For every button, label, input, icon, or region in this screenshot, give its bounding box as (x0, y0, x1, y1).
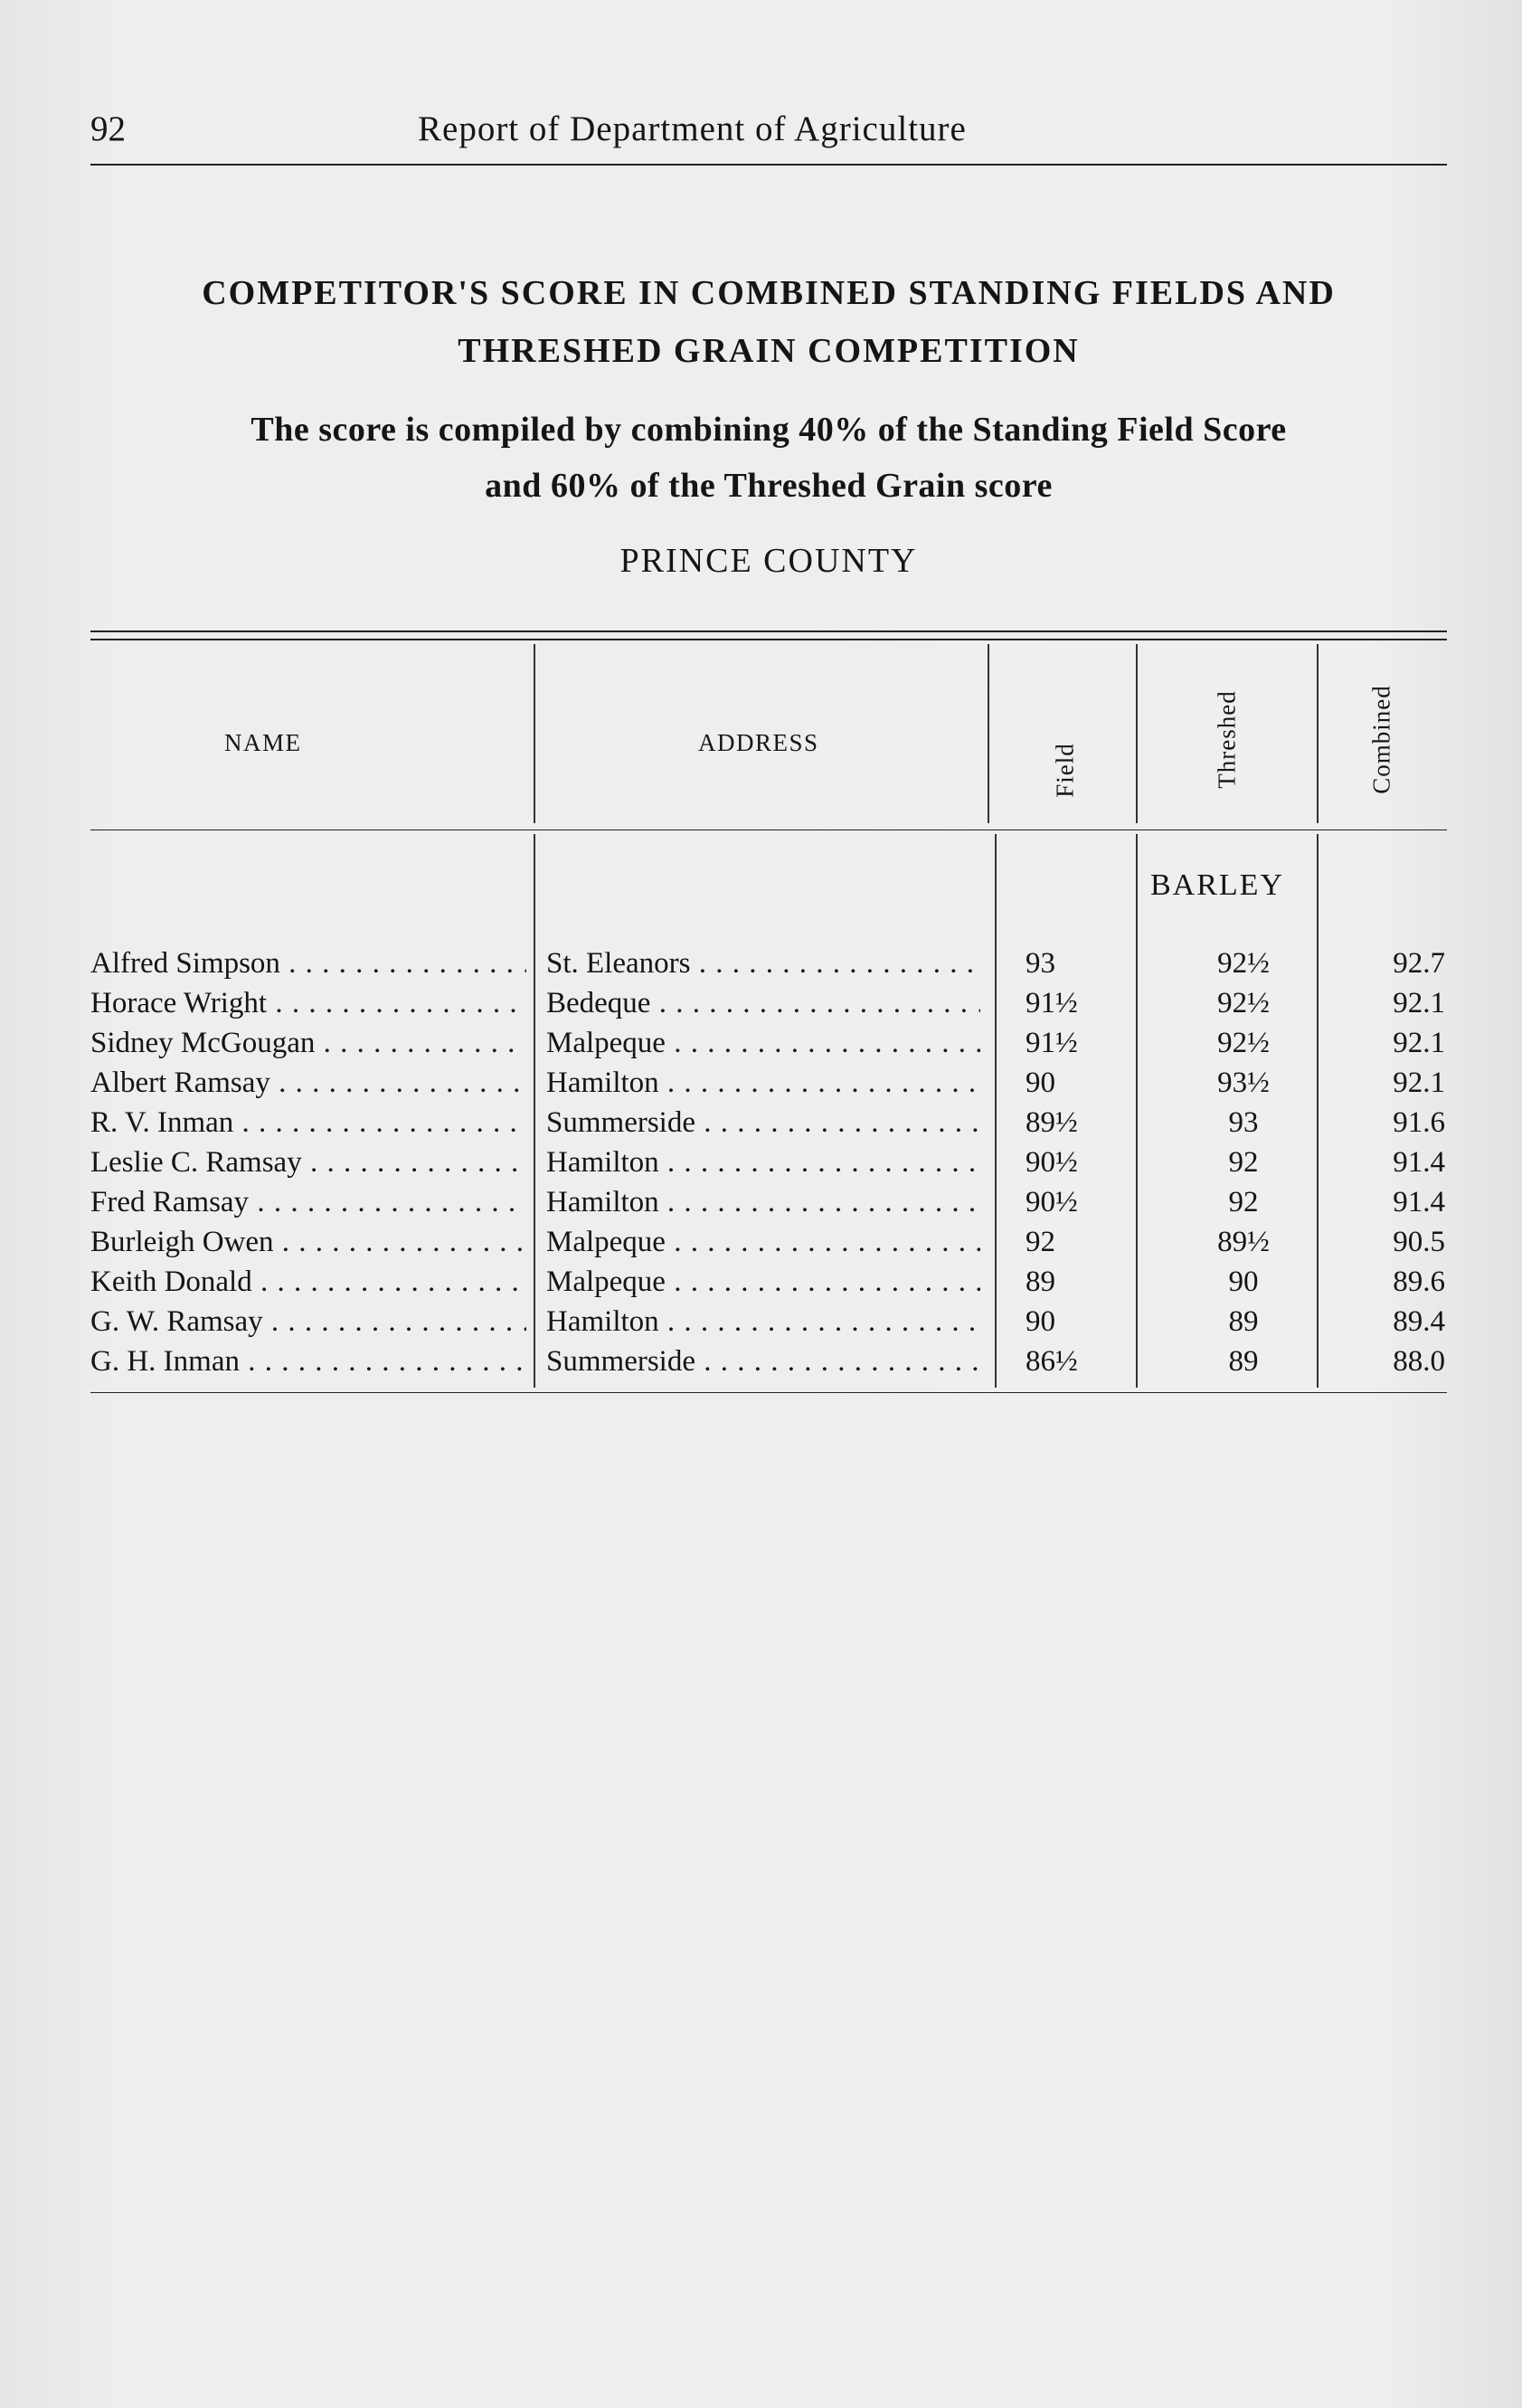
combined-score: 91.4 (1393, 1186, 1445, 1218)
table-row (0, 1106, 1522, 1146)
competitor-address: Summerside . . . (546, 1106, 980, 1140)
competitor-address: Malpeque . . . (546, 1226, 980, 1259)
field-score: 90 (1026, 1067, 1055, 1099)
table-row (0, 1266, 1522, 1305)
competitor-name: R. V. Inman . . . (90, 1106, 526, 1140)
competitor-address: Malpeque . . . (546, 1266, 980, 1299)
field-score: 90 (1026, 1305, 1055, 1338)
competitor-name: Fred Ramsay . . . (90, 1186, 526, 1219)
table-row (0, 1067, 1522, 1106)
subtitle-line: The score is compiled by combining 40% of the Standing Field Score (251, 411, 1287, 449)
threshed-score: 89 (1228, 1305, 1259, 1338)
combined-score: 92.1 (1393, 1067, 1445, 1099)
table-row (0, 1226, 1522, 1266)
combined-score: 88.0 (1393, 1345, 1445, 1378)
column-header-address: ADDRESS (698, 729, 819, 756)
page-number: 92 (90, 109, 126, 148)
threshed-score: 92 (1228, 1186, 1259, 1218)
competitor-name: Keith Donald . . . (90, 1266, 526, 1299)
column-header-field: Field (1051, 743, 1079, 798)
threshed-score: 89½ (1217, 1226, 1270, 1258)
field-score: 91½ (1026, 1027, 1078, 1059)
competitor-name: Horace Wright . . . (90, 987, 526, 1020)
competitor-address: Hamilton . . . (546, 1186, 980, 1219)
header-divider (1317, 644, 1319, 823)
threshed-score: 92½ (1217, 1027, 1270, 1059)
competitor-address: St. Eleanors . . . (546, 947, 980, 981)
competitor-name: G. H. Inman . . . (90, 1345, 526, 1379)
competitor-address: Hamilton . . . (546, 1146, 980, 1180)
competitor-address: Hamilton . . . (546, 1067, 980, 1100)
combined-score: 92.1 (1393, 1027, 1445, 1059)
header-divider (1136, 644, 1138, 823)
competitor-name: Sidney McGougan . . . (90, 1027, 526, 1060)
title-line: THRESHED GRAIN COMPETITION (458, 332, 1080, 370)
subtitle-line: and 60% of the Threshed Grain score (485, 467, 1053, 505)
table-row (0, 1146, 1522, 1186)
table-row (0, 1027, 1522, 1067)
combined-score: 89.4 (1393, 1305, 1445, 1338)
threshed-score: 93 (1228, 1106, 1259, 1139)
field-score: 86½ (1026, 1345, 1078, 1378)
header-divider (534, 644, 535, 823)
table-row (0, 987, 1522, 1027)
county-heading: PRINCE COUNTY (619, 542, 918, 580)
table-top-rule-inner (90, 639, 1447, 640)
combined-score: 90.5 (1393, 1226, 1445, 1258)
competitor-address: Summerside . . . (546, 1345, 980, 1379)
title-line: COMPETITOR'S SCORE IN COMBINED STANDING FIELDS AND (202, 274, 1336, 312)
competitor-name: Alfred Simpson . . . (90, 947, 526, 981)
table-bottom-rule (90, 1392, 1447, 1393)
combined-score: 92.7 (1393, 947, 1445, 980)
running-title: Report of Department of Agriculture (418, 109, 967, 148)
competitor-name: Leslie C. Ramsay . . . (90, 1146, 526, 1180)
subtitle (90, 402, 1447, 514)
field-score: 89½ (1026, 1106, 1078, 1139)
field-score: 90½ (1026, 1146, 1078, 1179)
threshed-score: 93½ (1217, 1067, 1270, 1099)
competitor-name: Burleigh Owen . . . (90, 1226, 526, 1259)
column-header-name: NAME (224, 729, 302, 756)
column-header-combined: Combined (1367, 685, 1395, 794)
column-header-threshed: Threshed (1213, 690, 1241, 789)
combined-score: 89.6 (1393, 1266, 1445, 1298)
competitor-address: Bedeque . . . (546, 987, 980, 1020)
table-row (0, 1186, 1522, 1226)
threshed-score: 92½ (1217, 947, 1270, 980)
combined-score: 92.1 (1393, 987, 1445, 1019)
running-head (90, 109, 1447, 154)
table-row (0, 1305, 1522, 1345)
field-score: 90½ (1026, 1186, 1078, 1218)
field-score: 89 (1026, 1266, 1055, 1298)
threshed-score: 89 (1228, 1345, 1259, 1378)
threshed-score: 90 (1228, 1266, 1259, 1298)
page-title (90, 264, 1447, 380)
threshed-score: 92½ (1217, 987, 1270, 1019)
field-score: 93 (1026, 947, 1055, 980)
competitor-name: G. W. Ramsay . . . (90, 1305, 526, 1339)
table-top-rule (90, 630, 1447, 632)
header-divider (988, 644, 989, 823)
field-score: 92 (1026, 1226, 1055, 1258)
combined-score: 91.6 (1393, 1106, 1445, 1139)
table-row (0, 947, 1522, 987)
competitor-name: Albert Ramsay . . . (90, 1067, 526, 1100)
competitor-address: Malpeque . . . (546, 1027, 980, 1060)
table-row (0, 1345, 1522, 1385)
header-rule (90, 164, 1447, 166)
threshed-score: 92 (1228, 1146, 1259, 1179)
section-label-barley: BARLEY (1150, 868, 1284, 902)
combined-score: 91.4 (1393, 1146, 1445, 1179)
field-score: 91½ (1026, 987, 1078, 1019)
competitor-address: Hamilton . . . (546, 1305, 980, 1339)
